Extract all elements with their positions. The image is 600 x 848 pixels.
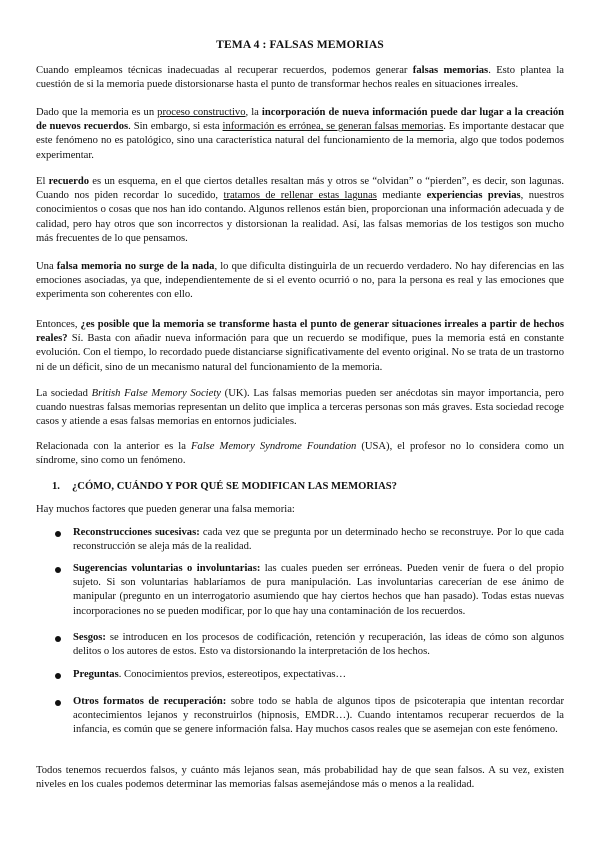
text: . Es importante destacar que este fenómeno no es patológico, sino una característica natural del funcionamiento de la memoria, algo que todos podemos experimentar.: [36, 121, 564, 161]
list-item-text: las cuales pueden ser erróneas. Pueden venir de fuera o del propio sujeto. Si son voluntarias hablaríamos de pura manipulación. Las involuntarias carecerían de ese ánimo de manipular (pregunto en un interrogatorio asumiendo que hay ciertos hechos que han pasado). Todas estas nuevas incorporaciones no se pueden modificar, por lo que hay una contaminación de los recuerdos.: [73, 563, 564, 617]
text: La sociedad: [36, 388, 92, 399]
list-item: [73, 631, 564, 659]
list-item-label: Reconstrucciones sucesivas:: [73, 527, 200, 538]
text: . Esto plantea la cuestión de si la memoria puede distorsionarse hasta el punto de transformar hechos reales en situaciones irreales.: [36, 65, 564, 91]
text: , nuestros conocimientos o cosas que nos han ido contando. Algunos rellenos están bien, proporcionan una información adecuada y de calidad, pero hay otros que son incorrectos y distorsionan la realidad. Así, las falsas memorias de los testigos son mucho más frecuentes de lo que pensamos.: [36, 190, 565, 244]
list-item: [73, 562, 564, 619]
list-item-text: . Conocimientos previos, estereotipos, expectativas…: [118, 669, 347, 680]
text: , lo que dificulta distinguirla de un recuerdo verdadero. No hay diferencias en las emociones asociadas, ya que, independientemente de si el evento ocurrió o no, para la persona es real y las emociones que experimenta son coherentes con ello.: [36, 261, 564, 301]
list-item: [73, 695, 564, 738]
list-item: [73, 668, 564, 682]
text: (UK). Las falsas memorias pueden ser anécdotas sin mayor importancia, pero cuando nuestras falsas memorias representan un delito que implica a terceras personas son más graves. Esta sociedad recoge casos y atiende a esas falsas memorias en entornos judiciales.: [36, 388, 564, 428]
underlined-text: tratamos de rellenar estas lagunas: [223, 190, 377, 202]
paragraph-recall: [36, 175, 564, 246]
page-title: TEMA 4 : FALSAS MEMORIAS: [216, 38, 384, 51]
text: Relacionada con la anterior es la: [36, 441, 191, 452]
text: , la: [245, 107, 262, 118]
list-item-label: Sesgos:: [73, 632, 106, 643]
text: . Sin embargo, si esta: [128, 121, 223, 133]
list-item-text: cada vez que se pregunta por un determinado hecho se reconstruye. Por lo que cada reconstrucción se aleja más de la realidad.: [73, 527, 564, 553]
text: Dado que la memoria es un: [36, 107, 158, 118]
list-item-label: Otros formatos de recuperación:: [73, 696, 227, 707]
list-item-label: Preguntas: [73, 669, 119, 680]
bullet-icon: [55, 673, 61, 679]
paragraph-question: [36, 318, 564, 375]
factors-intro: Hay muchos factores que pueden generar una falsa memoria:: [36, 504, 295, 515]
list-item-label: Sugerencias voluntarias o involuntarias:: [73, 563, 261, 574]
bold-text: incorporación de nueva información puede dar lugar a la creación de nuevos recuerdos: [36, 107, 565, 133]
list-item-text: sobre todo se habla de algunos tipos de psicoterapia que intentan recordar acontecimientos lejanos y reconstruirlos (hipnosis, EMDR…). Cuando intentamos recuperar recuerdos de la infancia, es común que se genere información falsa. Hay muchos casos reales que se asemejan con este fenómeno.: [73, 696, 564, 736]
closing-paragraph: Todos tenemos recuerdos falsos, y cuánto más lejanos sean, más probabilidad hay de que sean falsos. A su vez, existen niveles en los cuales podemos determinar las memorias falsas asemejándose más o menos a la realidad.: [36, 765, 564, 791]
underlined-text: información es errónea, se generan falsas memorias: [222, 121, 444, 133]
bold-text: ¿es posible que la memoria se transforme hasta el punto de generar situaciones irreales a partir de hechos reales?: [36, 319, 564, 345]
underlined-text: proceso constructivo: [157, 107, 246, 118]
bold-text: falsas memorias: [412, 65, 489, 76]
text: El: [36, 176, 49, 187]
text: Entonces,: [36, 319, 81, 330]
bullet-icon: [55, 700, 61, 706]
section-number: 1.: [52, 481, 60, 492]
text: Sí. Basta con añadir nueva información para que un recuerdo se modifique, pues la memoria está en constante evolución. Con el tiempo, lo recordado puede distanciarse significativamente del evento original. No se trata de un trastorno ni de un déficit, sino de un mecanismo natural del funcionamiento de la memoria.: [36, 333, 564, 373]
text: Cuando empleamos técnicas inadecuadas al recuperar recuerdos, podemos generar: [36, 65, 413, 76]
bullet-icon: [55, 531, 61, 537]
bold-text: experiencias previas: [426, 190, 521, 202]
paragraph-constructive-memory: [36, 106, 564, 163]
italic-text: British False Memory Society: [91, 388, 221, 399]
section-heading: [52, 480, 397, 494]
paragraph-intro: [36, 64, 564, 92]
bold-text: recuerdo: [48, 176, 90, 187]
text: mediante: [376, 190, 427, 202]
list-item: [73, 526, 564, 554]
text: Una: [36, 261, 57, 272]
bullet-icon: [55, 636, 61, 642]
paragraph-false-memory: [36, 260, 564, 303]
text: (USA), el profesor no lo considera como un síndrome, sino como un fenómeno.: [36, 441, 564, 467]
text: es un esquema, en el que ciertos detalles resaltan más y otros se “olvidan” o “pierden”, es decir, son lagunas. Cuando nos piden recordar lo sucedido,: [36, 176, 564, 202]
list-item-text: se introducen en los procesos de codificación, retención y recuperación, las ideas de cómo son algunos delitos o los autores de estos. Esto va distorsionando la interpretación de los hechos.: [73, 632, 564, 658]
paragraph-british-society: [36, 387, 564, 430]
section-title: ¿CÓMO, CUÁNDO Y POR QUÉ SE MODIFICAN LAS MEMORIAS?: [72, 481, 397, 492]
bullet-icon: [55, 567, 61, 573]
bold-text: falsa memoria no surge de la nada: [56, 261, 215, 272]
italic-text: False Memory Syndrome Foundation: [190, 441, 357, 452]
paragraph-foundation: [36, 440, 564, 468]
